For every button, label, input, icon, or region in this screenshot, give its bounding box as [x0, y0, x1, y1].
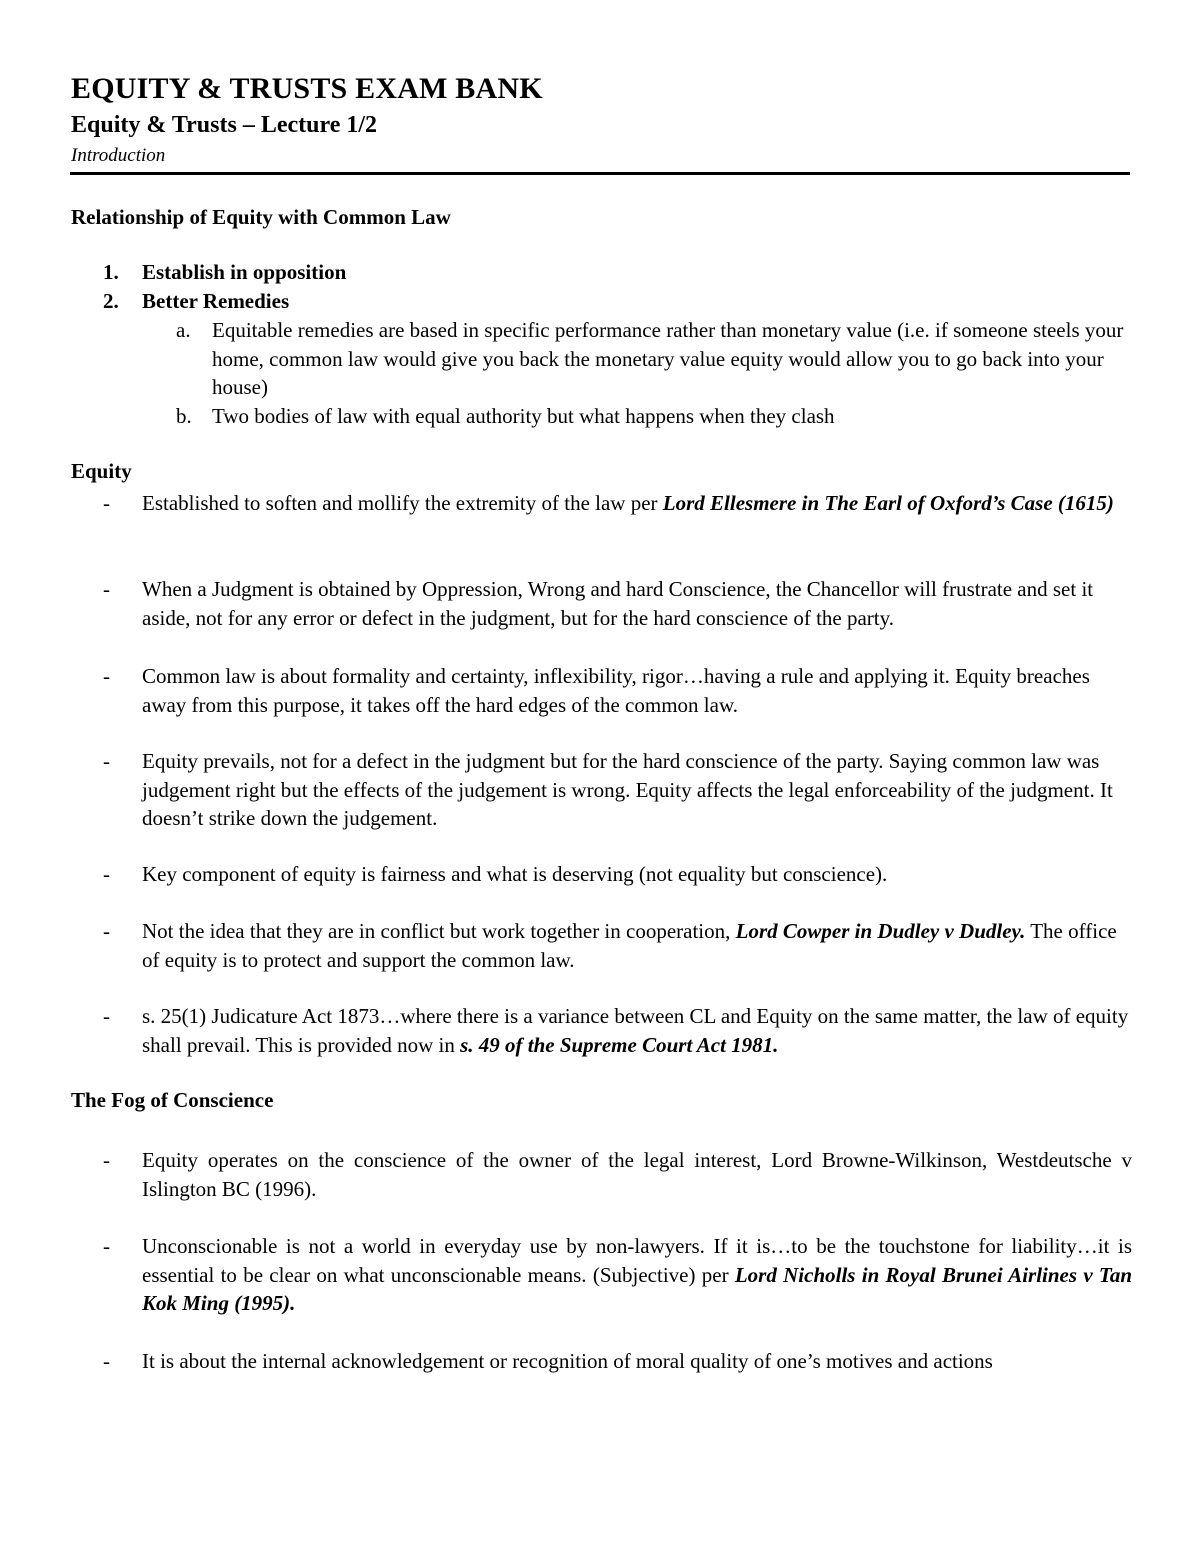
bullet-dash: -: [103, 577, 110, 601]
fog-point-1: Equity operates on the conscience of the owner of the legal interest, Lord Browne-Wilkinson, Westdeutsche v Islington BC (1996).: [142, 1148, 1132, 1201]
equity-point-6-text: Not the idea that they are in conflict but work together in cooperation,: [142, 919, 736, 943]
relationship-heading: Relationship of Equity with Common Law: [71, 205, 451, 229]
bullet-dash: -: [103, 862, 110, 886]
header-divider: [70, 172, 1130, 175]
list-marker-2: 2.: [103, 289, 119, 313]
bullet-dash: -: [103, 491, 110, 515]
list-item-establish: Establish in opposition: [142, 260, 347, 284]
list-marker-1: 1.: [103, 260, 119, 284]
equity-point-6: [142, 917, 1132, 974]
sublist-item-a: Equitable remedies are based in specific performance rather than monetary value (i.e. if someone steels your home, common law would give you back the monetary value equity would allow you to go back into your house): [212, 318, 1124, 399]
list-item-better-remedies: Better Remedies: [142, 289, 290, 313]
bullet-dash: -: [103, 1349, 110, 1373]
bullet-dash: -: [103, 1148, 110, 1172]
case-citation-oxford: Lord Ellesmere in The Earl of Oxford’s Case (1615): [662, 491, 1114, 515]
equity-heading: Equity: [71, 459, 132, 483]
fog-point-3: It is about the internal acknowledgement or recognition of moral quality of one’s motives and actions: [142, 1349, 993, 1373]
fog-point-2-text: Unconscionable is not a world in everyday use by non-lawyers. If it is…to be the touchstone for liability…it is essential to be clear on what unconscionable means. (Subjective) per: [142, 1234, 1132, 1287]
bullet-dash: -: [103, 1004, 110, 1028]
equity-point-3: Common law is about formality and certainty, inflexibility, rigor…having a rule and applying it. Equity breaches away from this purpose, it takes off the hard edges of the common law.: [142, 664, 1090, 717]
bullet-dash: -: [103, 749, 110, 773]
fog-point-2: [142, 1232, 1132, 1318]
bullet-dash: -: [103, 919, 110, 943]
bullet-dash: -: [103, 1234, 110, 1258]
case-citation-royal-brunei: Lord Nicholls in Royal Brunei Airlines v Tan Kok Ming (1995).: [142, 1262, 1133, 1315]
statute-citation-supreme-court-act: s. 49 of the Supreme Court Act 1981.: [460, 1032, 779, 1057]
equity-point-6-tail: The office of equity is to protect and support the common law.: [142, 919, 1117, 972]
section-label: Introduction: [71, 145, 166, 166]
equity-point-7-text: s. 25(1) Judicature Act 1873…where there is a variance between CL and Equity on the same matter, the law of equity shall prevail. This is provided now in: [142, 1004, 1129, 1057]
equity-point-1-text: Established to soften and mollify the extremity of the law per: [142, 491, 663, 515]
document-title: EQUITY & TRUSTS EXAM BANK: [71, 72, 543, 105]
equity-point-2: When a Judgment is obtained by Oppression, Wrong and hard Conscience, the Chancellor will frustrate and set it aside, not for any error or defect in the judgment, but for the hard conscience of the party.: [142, 577, 1094, 630]
sublist-item-b: Two bodies of law with equal authority but what happens when they clash: [212, 404, 835, 428]
equity-point-5: Key component of equity is fairness and what is deserving (not equality but conscience).: [142, 862, 888, 886]
case-citation-dudley: Lord Cowper in Dudley v Dudley.: [735, 919, 1026, 943]
lecture-subtitle: Equity & Trusts – Lecture 1/2: [71, 112, 378, 138]
bullet-dash: -: [103, 664, 110, 688]
sublist-marker-a: a.: [176, 318, 191, 342]
equity-point-4: Equity prevails, not for a defect in the judgment but for the hard conscience of the party. Saying common law was judgement right but the effects of the judgement is wrong. Equity affects the legal enforceability of the judgment. It doesn’t strike down the judgement.: [142, 749, 1113, 830]
equity-point-1: [142, 489, 1132, 518]
fog-heading: The Fog of Conscience: [71, 1088, 274, 1112]
sublist-marker-b: b.: [176, 404, 192, 428]
equity-point-7: [142, 1002, 1132, 1059]
